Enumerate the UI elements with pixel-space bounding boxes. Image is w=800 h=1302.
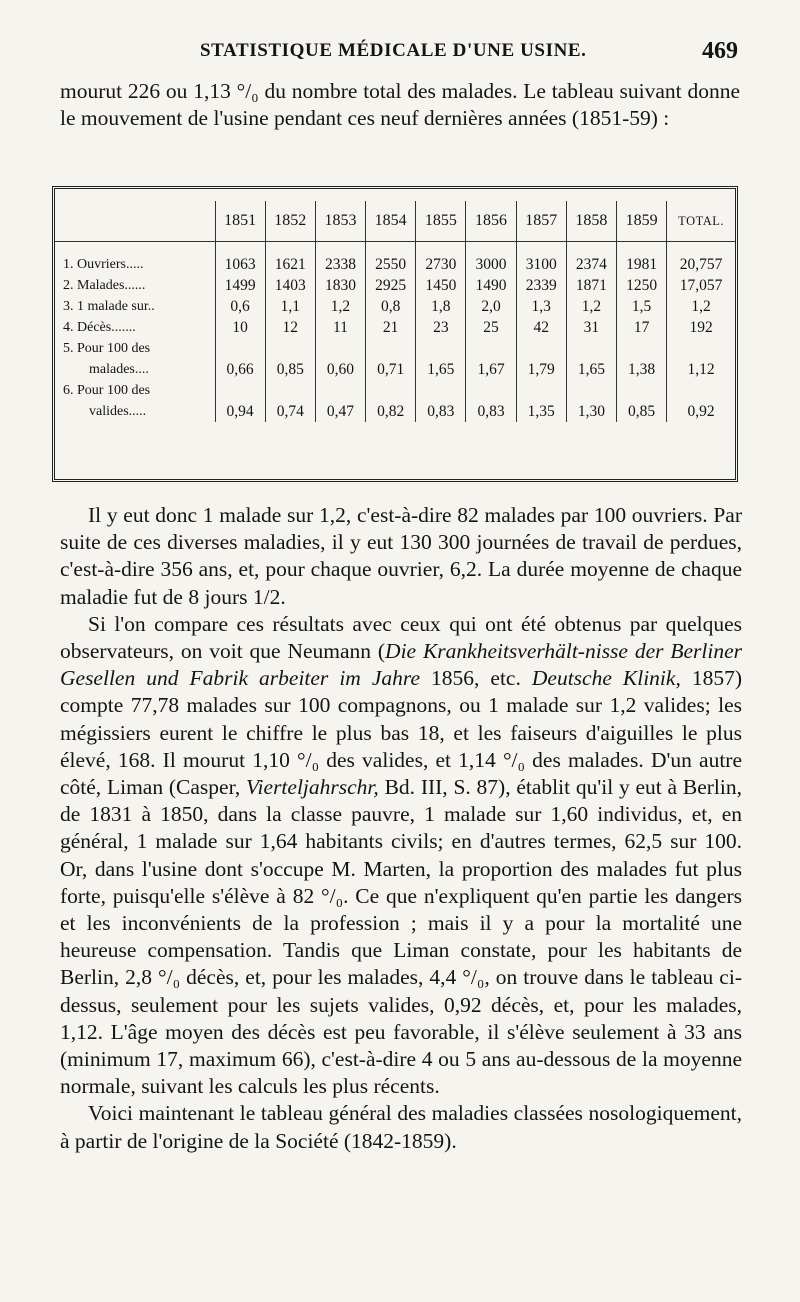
table-cell: 31 bbox=[566, 317, 616, 338]
row-label: 3. 1 malade sur.. bbox=[63, 298, 155, 314]
table-cell: 1981 bbox=[617, 254, 667, 275]
table-cell: 0,47 bbox=[315, 401, 365, 422]
year-header: 1853 bbox=[315, 201, 365, 242]
row-label: 6. Pour 100 des bbox=[63, 382, 151, 398]
table-cell: 1,67 bbox=[466, 359, 516, 380]
table-cell: 0,83 bbox=[416, 401, 466, 422]
year-header: 1852 bbox=[265, 201, 315, 242]
table-cell: 1830 bbox=[315, 275, 365, 296]
table-cell: 1,35 bbox=[516, 401, 566, 422]
statistics-table bbox=[55, 201, 735, 422]
table-cell: 0,94 bbox=[215, 401, 265, 422]
citation: Vierteljahrschr, bbox=[246, 775, 379, 800]
table-cell: 0,74 bbox=[265, 401, 315, 422]
table-cell: 1621 bbox=[265, 254, 315, 275]
text-run: Bd. III, S. 87), établit qu'il y eut à Berlin, de 1831 à 1850, dans la classe pauvre, 1 malade sur 1,60 individus, et, en général, 1 malade sur 1,64 habitants civils; en d'autres termes, 62,5 sur 100. Or, dans l'usine dont s'occupe M. Marten, la proportion des malades fut plus forte, puisqu'elle s'élève à 82 °/₀. Ce que n'expliquent qu'en partie les dangers et les inconvénients de la profession ; mais il y a pour la mortalité une heureuse compensation. Tandis que Liman constate, pour les habitants de Berlin, 2,8 °/₀ décès, et, pour les malades, 4,4 °/₀, on trouve dans le tableau ci-dessus, seulement pour les sujets valides, 0,92 décès, et, pour les malades, 1,12. L'âge moyen des décès est peu favorable, il s'élève seulement à 33 ans (minimum 17, maximum 66), c'est-à-dire 4 ou 5 ans au-dessous de la moyenne normale, suivant les calculs les plus récents. bbox=[60, 775, 742, 1099]
table-cell: 3000 bbox=[466, 254, 516, 275]
statistics-table-frame bbox=[52, 186, 738, 482]
page-number: 469 bbox=[702, 38, 738, 64]
table-cell: 1,65 bbox=[416, 359, 466, 380]
table-cell: 2730 bbox=[416, 254, 466, 275]
total-cell: 0,92 bbox=[667, 401, 735, 422]
table-cell: 2338 bbox=[315, 254, 365, 275]
year-header: 1851 bbox=[215, 201, 265, 242]
table-cell: 2339 bbox=[516, 275, 566, 296]
paragraph: Voici maintenant le tableau général des maladies classées nosologiquement, à partir de l'origine de la Société (1842-1859). bbox=[60, 1101, 742, 1153]
table-cell: 12 bbox=[265, 317, 315, 338]
year-header: 1855 bbox=[416, 201, 466, 242]
table-cell: 0,71 bbox=[366, 359, 416, 380]
table-cell: 10 bbox=[215, 317, 265, 338]
table-cell: 1063 bbox=[215, 254, 265, 275]
year-header: 1857 bbox=[516, 201, 566, 242]
table-cell: 42 bbox=[516, 317, 566, 338]
running-title: STATISTIQUE MÉDICALE D'UNE USINE. bbox=[200, 40, 587, 61]
table-cell: 1403 bbox=[265, 275, 315, 296]
table-cell: 11 bbox=[315, 317, 365, 338]
text-run: Si l'on compare ces résultats avec ceux qui ont été obtenus par quelques observateurs, on voit que Neumann ( bbox=[60, 611, 742, 664]
table-cell: 0,82 bbox=[366, 401, 416, 422]
header-blank bbox=[55, 201, 215, 242]
table-cell: 1,8 bbox=[416, 296, 466, 317]
table-cell: 1,65 bbox=[566, 359, 616, 380]
text-run: 1856, etc. bbox=[420, 666, 532, 691]
table-cell: 1490 bbox=[466, 275, 516, 296]
table-cell: 2,0 bbox=[466, 296, 516, 317]
table-cell: 1,79 bbox=[516, 359, 566, 380]
table-cell: 3100 bbox=[516, 254, 566, 275]
citation: Die Krankheitsverhält-nisse der Berliner Gesellen und Fabrik arbeiter im Jahre bbox=[60, 639, 742, 691]
table-cell: 1,2 bbox=[315, 296, 365, 317]
table-row bbox=[55, 254, 735, 275]
paragraph bbox=[60, 611, 742, 1101]
total-cell: 1,12 bbox=[667, 359, 735, 380]
table-row bbox=[55, 275, 735, 296]
table-row-label-line bbox=[55, 338, 735, 359]
text-run: 1857) compte 77,78 malades sur 100 compagnons, ou 1 malade sur 1,2 valides; les mégissiers eurent le chiffre le plus bas 18, et les faiseurs d'aiguilles le plus élevé, 168. Il mourut 1,10 °/₀ des valides, et 1,14 °/₀ des malades. D'un autre côté, Liman (Casper, bbox=[60, 666, 743, 800]
total-cell: 1,2 bbox=[667, 296, 735, 317]
table-header-row bbox=[55, 201, 735, 242]
table-cell: 1871 bbox=[566, 275, 616, 296]
table-cell: 1499 bbox=[215, 275, 265, 296]
table-cell: 0,6 bbox=[215, 296, 265, 317]
table-row-label-line bbox=[55, 380, 735, 401]
paragraph: Il y eut donc 1 malade sur 1,2, c'est-à-dire 82 malades par 100 ouvriers. Par suite de ces diverses maladies, il y eut 130 300 journées de travail de perdues, c'est-à-dire 356 ans, et, pour chaque ouvrier, 6,2. La durée moyenne de chaque maladie fut de 8 jours 1/2. bbox=[60, 503, 742, 609]
row-label: valides..... bbox=[89, 403, 147, 419]
year-header: 1858 bbox=[566, 201, 616, 242]
year-header: 1856 bbox=[466, 201, 516, 242]
table-cell: 1,5 bbox=[617, 296, 667, 317]
table-cell: 0,85 bbox=[265, 359, 315, 380]
table-cell: 21 bbox=[366, 317, 416, 338]
year-header: 1859 bbox=[617, 201, 667, 242]
page-header bbox=[60, 38, 740, 68]
table-cell: 1,2 bbox=[566, 296, 616, 317]
table-cell: 1,38 bbox=[617, 359, 667, 380]
table-row bbox=[55, 359, 735, 380]
table-cell: 0,85 bbox=[617, 401, 667, 422]
table-cell: 1,30 bbox=[566, 401, 616, 422]
table-cell: 0,8 bbox=[366, 296, 416, 317]
citation: Deutsche Klinik, bbox=[531, 666, 681, 691]
row-label: 5. Pour 100 des bbox=[63, 340, 151, 356]
table-cell: 0,66 bbox=[215, 359, 265, 380]
year-header: 1854 bbox=[366, 201, 416, 242]
table-cell: 0,60 bbox=[315, 359, 365, 380]
row-label: 1. Ouvriers..... bbox=[63, 256, 144, 272]
table-spacer-row bbox=[55, 242, 735, 255]
row-label: malades.... bbox=[89, 361, 149, 377]
row-label: 4. Décès....... bbox=[63, 319, 136, 335]
table-row bbox=[55, 401, 735, 422]
total-cell: 20,757 bbox=[667, 254, 735, 275]
total-header: TOTAL. bbox=[667, 201, 735, 242]
table-cell: 17 bbox=[617, 317, 667, 338]
table-cell: 2925 bbox=[366, 275, 416, 296]
table-cell: 1450 bbox=[416, 275, 466, 296]
table-cell: 0,83 bbox=[466, 401, 516, 422]
table-cell: 2550 bbox=[366, 254, 416, 275]
table-row bbox=[55, 296, 735, 317]
table-row bbox=[55, 317, 735, 338]
table-cell: 1,1 bbox=[265, 296, 315, 317]
total-cell: 17,057 bbox=[667, 275, 735, 296]
table-cell: 1250 bbox=[617, 275, 667, 296]
table-cell: 1,3 bbox=[516, 296, 566, 317]
row-label: 2. Malades...... bbox=[63, 277, 146, 293]
table-cell: 25 bbox=[466, 317, 516, 338]
total-cell: 192 bbox=[667, 317, 735, 338]
intro-paragraph: mourut 226 ou 1,13 °/₀ du nombre total des malades. Le tableau suivant donne le mouvement de l'usine pendant ces neuf dernières années (1851-59) : bbox=[60, 79, 740, 130]
body-text bbox=[60, 502, 742, 1155]
table-cell: 2374 bbox=[566, 254, 616, 275]
table-cell: 23 bbox=[416, 317, 466, 338]
